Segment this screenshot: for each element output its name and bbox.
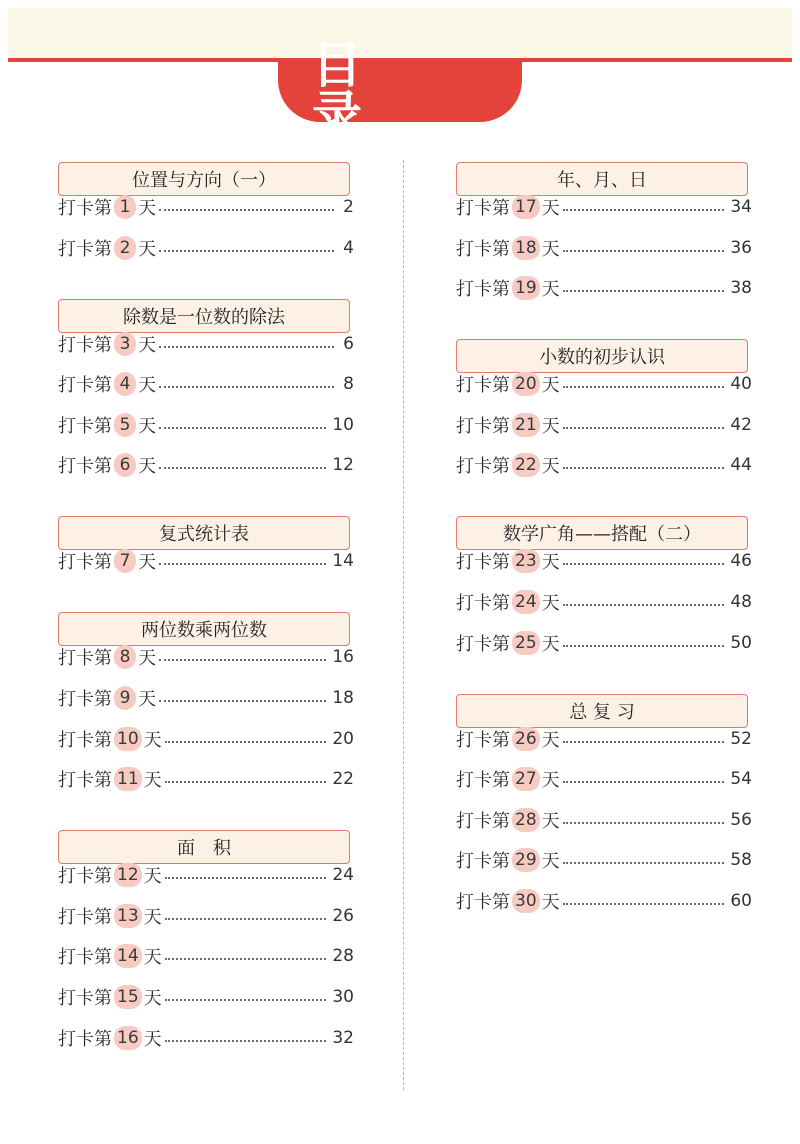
page-number: 38 [730, 278, 752, 299]
toc-entry[interactable] [456, 234, 752, 262]
entry-prefix: 打卡第 [456, 770, 510, 792]
toc-entry[interactable] [58, 370, 354, 398]
toc-entry[interactable] [58, 983, 354, 1011]
entry-suffix: 天 [541, 238, 560, 260]
day-number-badge: 7 [114, 549, 136, 573]
toc-entry[interactable] [58, 547, 354, 575]
day-number-badge: 1 [114, 195, 136, 219]
entry-prefix: 打卡第 [456, 456, 510, 478]
page-number: 18 [332, 688, 354, 708]
entry-suffix: 天 [143, 770, 162, 792]
dot-leader [159, 467, 326, 469]
title-tab [278, 36, 522, 144]
day-number-badge: 9 [114, 686, 136, 710]
dot-leader [165, 958, 327, 960]
entry-prefix: 打卡第 [58, 988, 112, 1009]
entry-suffix: 天 [138, 238, 156, 260]
entry-prefix: 打卡第 [456, 238, 510, 260]
page-number: 30 [332, 987, 354, 1007]
entry-prefix: 打卡第 [456, 415, 510, 437]
entry-prefix: 打卡第 [456, 375, 510, 397]
entry-prefix: 打卡第 [456, 892, 510, 913]
day-number-badge: 15 [114, 985, 142, 1009]
dot-leader [159, 250, 334, 252]
entry-suffix: 天 [143, 988, 162, 1009]
dot-leader [159, 386, 334, 388]
page-number: 50 [730, 632, 752, 653]
page-number: 48 [730, 592, 752, 612]
section-header: 年、月、日 [456, 162, 748, 196]
page-number: 40 [730, 374, 752, 395]
entry-suffix: 天 [541, 415, 560, 437]
toc-entry[interactable] [58, 725, 354, 753]
day-number-badge: 23 [512, 549, 540, 573]
day-number-badge: 4 [114, 372, 136, 396]
entry-prefix: 打卡第 [456, 810, 510, 832]
day-number-badge: 14 [114, 944, 142, 968]
page-number: 42 [730, 414, 752, 435]
day-number-badge: 25 [512, 631, 540, 655]
day-number-badge: 26 [512, 727, 540, 751]
entry-suffix: 天 [138, 198, 156, 219]
toc-entry[interactable] [58, 902, 354, 930]
section-header: 位置与方向（一） [58, 162, 350, 196]
entry-prefix: 打卡第 [58, 415, 112, 437]
dot-leader [165, 781, 327, 783]
page-title: 目 录 [312, 36, 396, 144]
dot-leader [159, 427, 326, 429]
day-number-badge: 11 [114, 767, 142, 791]
section-header: 数学广角——搭配（二） [456, 516, 748, 550]
day-number-badge: 24 [512, 590, 540, 614]
toc-entry[interactable] [456, 629, 752, 657]
entry-prefix: 打卡第 [58, 648, 112, 670]
entry-suffix: 天 [541, 770, 560, 792]
entry-prefix: 打卡第 [58, 770, 112, 792]
section-header: 总 复 习 [456, 694, 748, 728]
page-number: 14 [332, 551, 354, 572]
toc-entry[interactable] [456, 846, 752, 874]
dot-leader [159, 563, 326, 565]
entry-suffix: 天 [541, 279, 560, 301]
day-number-badge: 22 [512, 453, 540, 477]
page-number: 24 [332, 865, 354, 886]
page-number: 8 [343, 374, 354, 395]
entry-prefix: 打卡第 [456, 729, 510, 751]
page-number: 12 [332, 455, 354, 476]
dot-leader [563, 741, 725, 743]
toc-entry[interactable] [456, 451, 752, 479]
page-number: 52 [730, 728, 752, 749]
toc-entry[interactable] [456, 725, 752, 753]
day-number-badge: 8 [114, 645, 136, 669]
dot-leader [563, 903, 725, 905]
entry-prefix: 打卡第 [456, 279, 510, 301]
day-number-badge: 18 [512, 236, 540, 260]
dot-leader [563, 822, 725, 824]
entry-prefix: 打卡第 [456, 633, 510, 655]
page-number: 36 [730, 237, 752, 258]
page-number: 54 [730, 769, 752, 790]
entry-prefix: 打卡第 [58, 238, 112, 260]
toc-entry[interactable] [456, 193, 752, 221]
toc-entry[interactable] [456, 274, 752, 302]
entry-suffix: 天 [541, 851, 560, 873]
entry-prefix: 打卡第 [58, 375, 112, 397]
page-number: 2 [343, 197, 354, 217]
toc-entry[interactable] [58, 411, 354, 439]
dot-leader [159, 659, 326, 661]
entry-suffix: 天 [541, 593, 560, 614]
toc-entry[interactable] [58, 684, 354, 712]
dot-leader [563, 209, 725, 211]
dot-leader [165, 918, 327, 920]
entry-suffix: 天 [138, 552, 156, 574]
toc-entry[interactable] [456, 370, 752, 398]
dot-leader [563, 604, 725, 606]
toc-entry[interactable] [456, 887, 752, 915]
entry-suffix: 天 [541, 456, 560, 478]
toc-entry[interactable] [58, 861, 354, 889]
entry-suffix: 天 [541, 198, 560, 219]
dot-leader [165, 741, 327, 743]
entry-suffix: 天 [541, 892, 560, 913]
day-number-badge: 3 [114, 332, 136, 356]
page-number: 46 [730, 551, 752, 572]
dot-leader [563, 250, 725, 252]
entry-suffix: 天 [541, 633, 560, 655]
day-number-badge: 28 [512, 808, 540, 832]
dot-leader [563, 781, 725, 783]
page-number: 34 [730, 197, 752, 217]
entry-prefix: 打卡第 [58, 334, 112, 356]
entry-suffix: 天 [138, 456, 156, 478]
toc-entry[interactable] [456, 411, 752, 439]
entry-suffix: 天 [138, 689, 156, 710]
dot-leader [165, 877, 327, 879]
entry-prefix: 打卡第 [58, 906, 112, 928]
page-number: 6 [343, 333, 354, 354]
toc-entry[interactable] [456, 806, 752, 834]
entry-prefix: 打卡第 [456, 593, 510, 614]
dot-leader [563, 862, 725, 864]
day-number-badge: 6 [114, 453, 136, 477]
entry-prefix: 打卡第 [456, 851, 510, 873]
day-number-badge: 30 [512, 889, 540, 913]
page-number: 44 [730, 455, 752, 476]
dot-leader [563, 645, 725, 647]
section-header: 复式统计表 [58, 516, 350, 550]
entry-prefix: 打卡第 [58, 552, 112, 574]
day-number-badge: 5 [114, 413, 136, 437]
day-number-badge: 17 [512, 195, 540, 219]
page-number: 20 [332, 728, 354, 749]
toc-entry[interactable] [58, 1024, 354, 1052]
toc-entry[interactable] [58, 942, 354, 970]
dot-leader [563, 467, 725, 469]
page-number: 10 [332, 414, 354, 435]
dot-leader [165, 1040, 327, 1042]
day-number-badge: 19 [512, 276, 540, 300]
section-header: 两位数乘两位数 [58, 612, 350, 646]
entry-prefix: 打卡第 [58, 1028, 112, 1050]
entry-prefix: 打卡第 [456, 552, 510, 574]
day-number-badge: 21 [512, 413, 540, 437]
dot-leader [563, 290, 725, 292]
page-number: 28 [332, 946, 354, 967]
entry-prefix: 打卡第 [58, 689, 112, 710]
entry-suffix: 天 [143, 947, 162, 969]
entry-suffix: 天 [138, 375, 156, 397]
page-number: 56 [730, 809, 752, 830]
entry-prefix: 打卡第 [58, 198, 112, 219]
page-number: 26 [332, 905, 354, 926]
dot-leader [159, 346, 334, 348]
section-header: 小数的初步认识 [456, 339, 748, 373]
entry-suffix: 天 [143, 906, 162, 928]
day-number-badge: 20 [512, 372, 540, 396]
toc-entry[interactable] [58, 643, 354, 671]
entry-suffix: 天 [143, 729, 162, 751]
page-number: 4 [343, 237, 354, 258]
day-number-badge: 12 [114, 863, 142, 887]
section-header: 面 积 [58, 830, 350, 864]
toc-entry[interactable] [456, 588, 752, 616]
day-number-badge: 10 [114, 727, 142, 751]
section-header: 除数是一位数的除法 [58, 299, 350, 333]
page-number: 16 [332, 647, 354, 668]
toc-entry[interactable] [456, 765, 752, 793]
entry-suffix: 天 [143, 866, 162, 888]
dot-leader [159, 209, 334, 211]
day-number-badge: 2 [114, 236, 136, 260]
dot-leader [159, 700, 326, 702]
entry-prefix: 打卡第 [58, 866, 112, 888]
dot-leader [563, 386, 725, 388]
entry-suffix: 天 [138, 415, 156, 437]
dot-leader [165, 999, 327, 1001]
column-divider [403, 160, 404, 1090]
entry-suffix: 天 [138, 648, 156, 670]
entry-suffix: 天 [541, 810, 560, 832]
entry-suffix: 天 [541, 375, 560, 397]
toc-entry[interactable] [58, 193, 354, 221]
day-number-badge: 27 [512, 767, 540, 791]
toc-entry[interactable] [58, 765, 354, 793]
entry-suffix: 天 [541, 729, 560, 751]
toc-entry[interactable] [58, 234, 354, 262]
entry-prefix: 打卡第 [456, 198, 510, 219]
page-number: 58 [730, 850, 752, 871]
entry-suffix: 天 [541, 552, 560, 574]
dot-leader [563, 427, 725, 429]
dot-leader [563, 563, 725, 565]
entry-prefix: 打卡第 [58, 947, 112, 969]
day-number-badge: 13 [114, 904, 142, 928]
page-number: 60 [730, 891, 752, 911]
entry-suffix: 天 [143, 1028, 162, 1050]
entry-prefix: 打卡第 [58, 456, 112, 478]
day-number-badge: 16 [114, 1026, 142, 1050]
toc-entry[interactable] [58, 330, 354, 358]
toc-entry[interactable] [58, 451, 354, 479]
toc-entry[interactable] [456, 547, 752, 575]
entry-suffix: 天 [138, 334, 156, 356]
entry-prefix: 打卡第 [58, 729, 112, 751]
page-number: 32 [332, 1027, 354, 1048]
day-number-badge: 29 [512, 848, 540, 872]
page-number: 22 [332, 769, 354, 790]
